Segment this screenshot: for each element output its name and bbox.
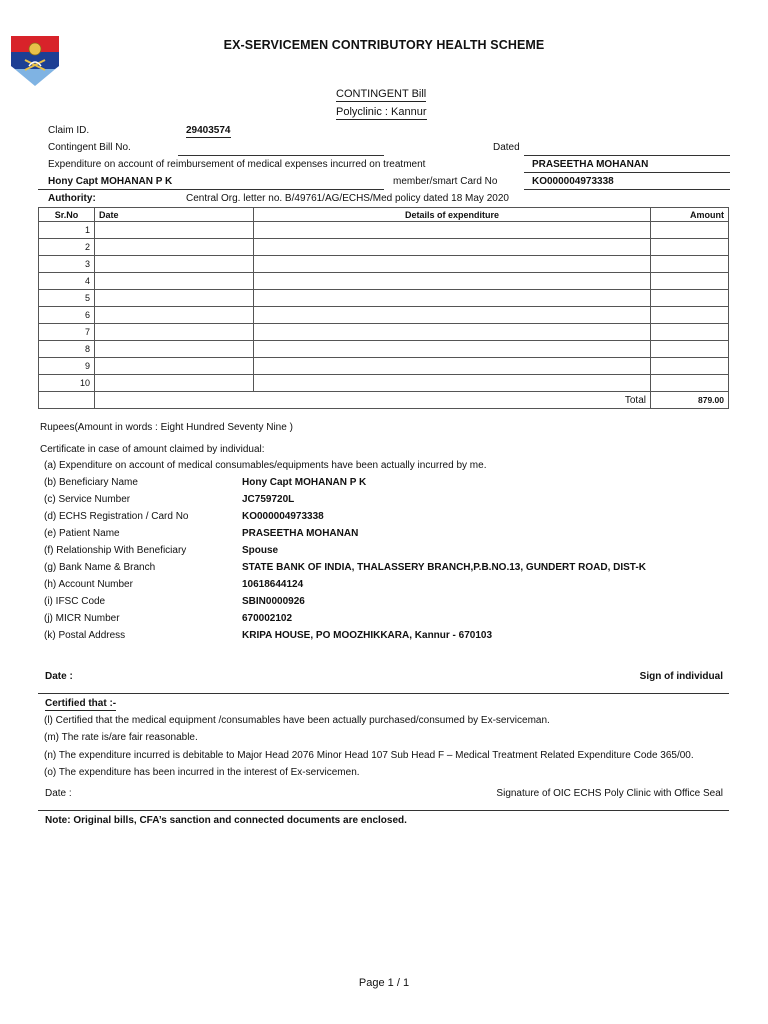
total-label: Total [95, 392, 651, 409]
row-amount [651, 273, 729, 290]
row-date [95, 324, 254, 341]
table-header-row [39, 208, 729, 222]
col-sr-no: Sr.No [39, 208, 95, 222]
row-number: 1 [39, 222, 95, 239]
expenditure-table [38, 207, 729, 409]
row-number: 4 [39, 273, 95, 290]
card-no-value: KO000004973338 [532, 176, 614, 187]
row-date [95, 307, 254, 324]
row-date [95, 290, 254, 307]
member-line [38, 189, 384, 190]
amount-in-words: Rupees(Amount in words : Eight Hundred Seventy Nine ) [40, 422, 293, 433]
certificate-heading: Certificate in case of amount claimed by individual: [40, 444, 265, 455]
row-date [95, 222, 254, 239]
table-row [39, 324, 729, 341]
patient-line [524, 172, 730, 173]
row-amount [651, 341, 729, 358]
enclosure-note: Note: Original bills, CFA’s sanction and connected documents are enclosed. [45, 815, 407, 826]
row-number: 8 [39, 341, 95, 358]
row-date [95, 239, 254, 256]
row-details [254, 290, 651, 307]
row-date [95, 341, 254, 358]
row-date [95, 273, 254, 290]
relationship-value: Spouse [242, 545, 279, 556]
expenditure-text: Expenditure on account of reimbursement of medical expenses incurred on treatment [48, 159, 426, 170]
row-number: 3 [39, 256, 95, 273]
row-amount [651, 222, 729, 239]
patient-name-top: PRASEETHA MOHANAN [532, 159, 649, 170]
row-details [254, 222, 651, 239]
individual-sign-label: Sign of individual [639, 671, 723, 682]
oic-signature-label: Signature of OIC ECHS Poly Clinic with Office Seal [496, 788, 723, 799]
total-amount: 879.00 [651, 392, 729, 409]
row-number: 2 [39, 239, 95, 256]
row-amount [651, 307, 729, 324]
ifsc-code-value: SBIN0000926 [242, 596, 305, 607]
card-line [524, 189, 730, 190]
echs-card-value: KO000004973338 [242, 511, 324, 522]
row-details [254, 307, 651, 324]
row-amount [651, 290, 729, 307]
account-number-value: 10618644124 [242, 579, 304, 590]
row-date [95, 256, 254, 273]
table-row [39, 307, 729, 324]
note-divider [38, 810, 729, 811]
contingent-bill-line [178, 155, 384, 156]
oic-date-label: Date : [45, 788, 72, 799]
certificate-statement-a: (a) Expenditure on account of medical consumables/equipments have been actually incurred by me. [44, 460, 487, 471]
table-row [39, 290, 729, 307]
row-details [254, 324, 651, 341]
row-details [254, 341, 651, 358]
certified-item: (n) The expenditure incurred is debitable to Major Head 2076 Minor Head 107 Sub Head F – Medical Treatment Related Expenditure Code 365/00. [44, 750, 694, 761]
row-details [254, 358, 651, 375]
table-row [39, 358, 729, 375]
row-amount [651, 239, 729, 256]
row-amount [651, 256, 729, 273]
row-details [254, 239, 651, 256]
row-date [95, 358, 254, 375]
bill-type: CONTINGENT Bill [336, 88, 427, 100]
row-number: 5 [39, 290, 95, 307]
bank-name-value: STATE BANK OF INDIA, THALASSERY BRANCH,P.B.NO.13, GUNDERT ROAD, DIST-K [242, 562, 646, 573]
polyclinic-name: Polyclinic : Kannur [336, 106, 427, 118]
table-row [39, 256, 729, 273]
member-name: Hony Capt MOHANAN P K [48, 176, 173, 187]
field-label: (f) Relationship With Beneficiary [44, 545, 187, 556]
postal-address-value: KRIPA HOUSE, PO MOOZHIKKARA, Kannur - 670103 [242, 630, 493, 641]
row-number: 10 [39, 375, 95, 392]
certified-item: (l) Certified that the medical equipment /consumables have been actually purchased/consumed by Ex-serviceman. [44, 715, 550, 726]
document-title: EX-SERVICEMEN CONTRIBUTORY HEALTH SCHEME [223, 38, 545, 52]
certified-heading: Certified that :- [45, 698, 117, 709]
claim-id-label: Claim ID. [48, 125, 90, 136]
card-no-label: member/smart Card No [393, 176, 498, 187]
field-label: (i) IFSC Code [44, 596, 106, 607]
dated-label: Dated [493, 142, 520, 153]
row-details [254, 273, 651, 290]
patient-name-value: PRASEETHA MOHANAN [242, 528, 359, 539]
row-amount [651, 324, 729, 341]
row-number: 9 [39, 358, 95, 375]
individual-date-label: Date : [45, 671, 73, 682]
table-row [39, 375, 729, 392]
page-number: Page 1 / 1 [358, 977, 410, 989]
row-amount [651, 375, 729, 392]
table-row [39, 239, 729, 256]
certified-item: (o) The expenditure has been incurred in the interest of Ex-servicemen. [44, 767, 360, 778]
claim-id-value: 29403574 [186, 125, 231, 136]
row-amount [651, 358, 729, 375]
table-row [39, 341, 729, 358]
col-date: Date [95, 208, 254, 222]
table-row [39, 222, 729, 239]
field-label: (j) MICR Number [44, 613, 120, 624]
row-details [254, 256, 651, 273]
authority-label: Authority: [48, 193, 96, 204]
field-label: (c) Service Number [44, 494, 131, 505]
row-number: 6 [39, 307, 95, 324]
field-label: (g) Bank Name & Branch [44, 562, 156, 573]
micr-number-value: 670002102 [242, 613, 293, 624]
row-details [254, 375, 651, 392]
field-label: (b) Beneficiary Name [44, 477, 138, 488]
table-row [39, 273, 729, 290]
row-date [95, 375, 254, 392]
service-number-value: JC759720L [242, 494, 295, 505]
total-row [39, 392, 729, 409]
field-label: (k) Postal Address [44, 630, 126, 641]
row-number: 7 [39, 324, 95, 341]
authority-text: Central Org. letter no. B/49761/AG/ECHS/Med policy dated 18 May 2020 [186, 193, 509, 204]
dated-line [524, 155, 730, 156]
total-blank [39, 392, 95, 409]
certified-item: (m) The rate is/are fair reasonable. [44, 732, 198, 743]
beneficiary-name-value: Hony Capt MOHANAN P K [242, 477, 367, 488]
col-amount: Amount [651, 208, 729, 222]
col-details: Details of expenditure [254, 208, 651, 222]
field-label: (e) Patient Name [44, 528, 120, 539]
field-label: (h) Account Number [44, 579, 133, 590]
field-label: (d) ECHS Registration / Card No [44, 511, 189, 522]
contingent-bill-label: Contingent Bill No. [48, 142, 131, 153]
section-divider [38, 693, 729, 694]
